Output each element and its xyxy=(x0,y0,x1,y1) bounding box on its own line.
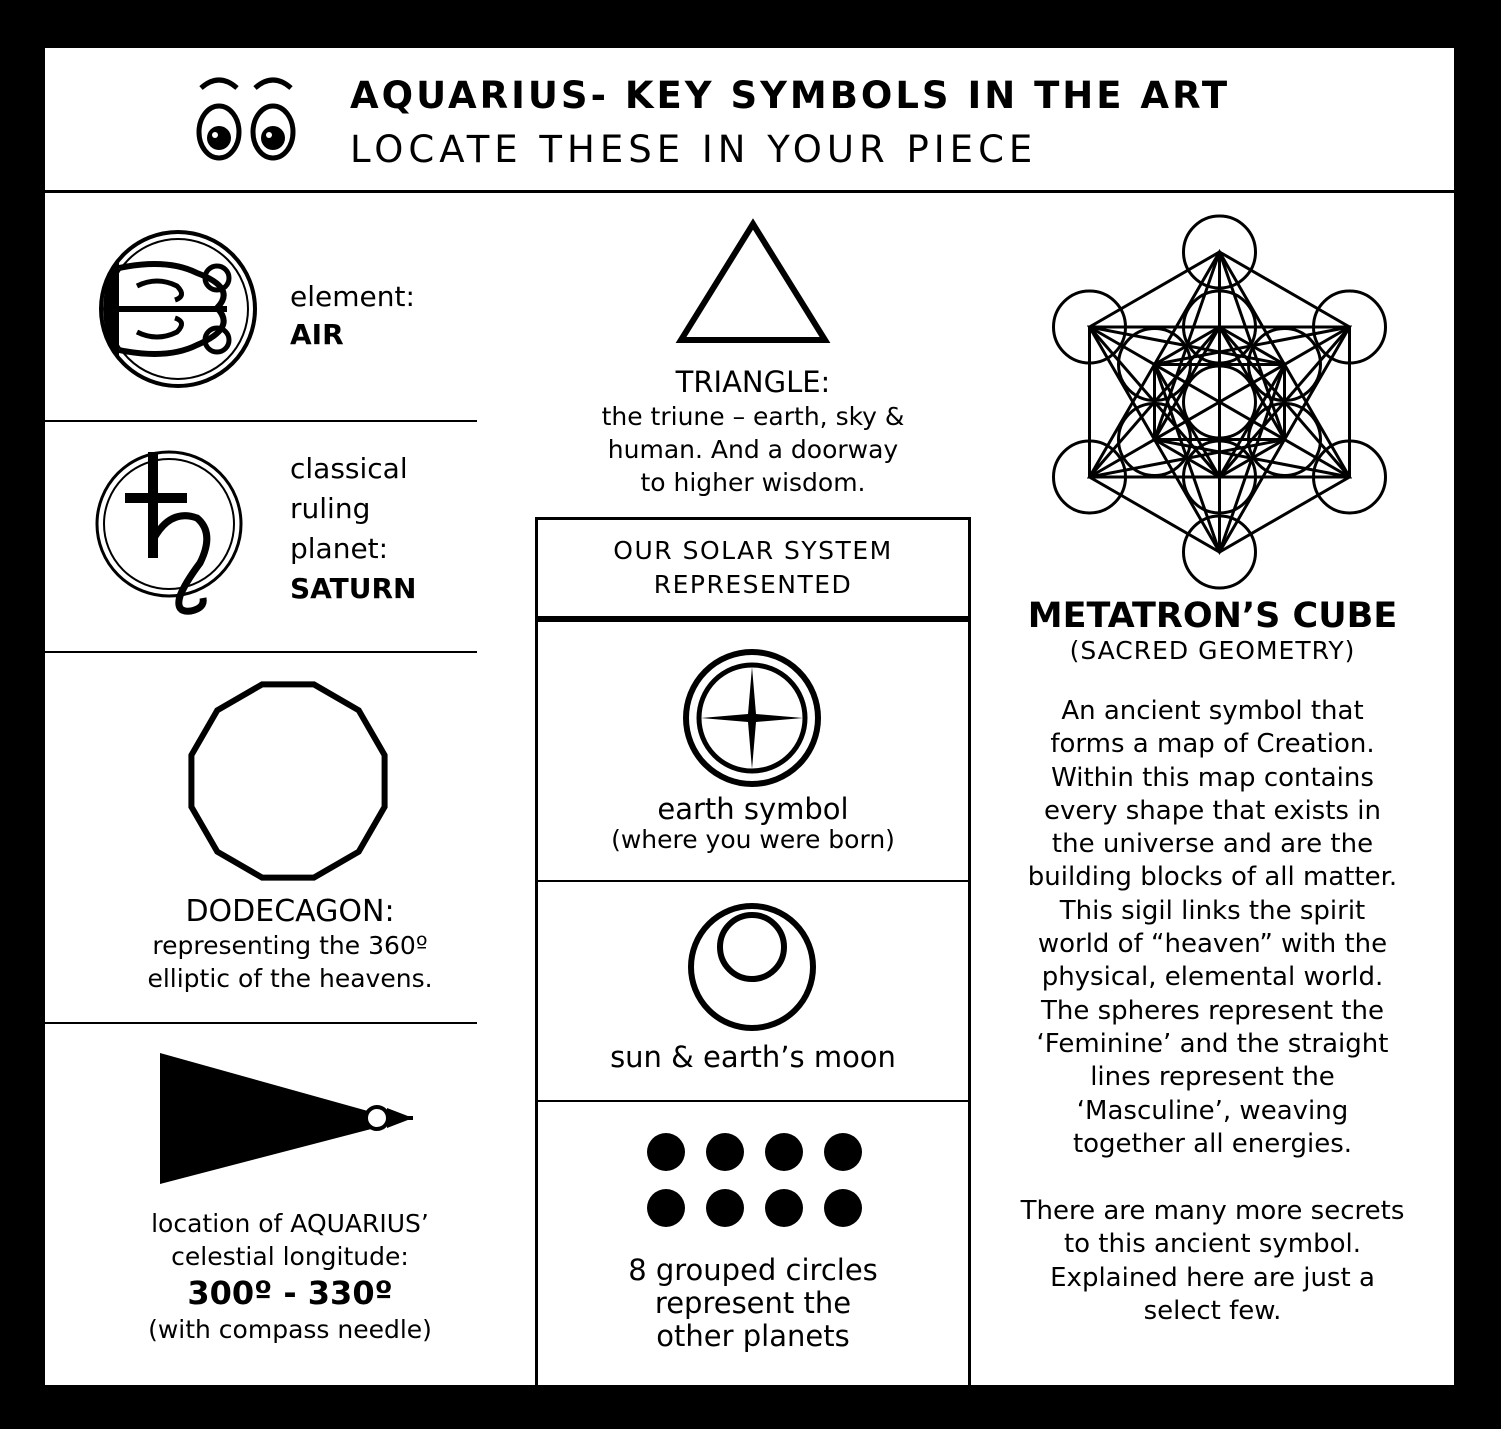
longitude-line1: location of AQUARIUS’ xyxy=(151,1209,429,1238)
solar-heading-line2: REPRESENTED xyxy=(653,570,853,599)
solar-box-top-border xyxy=(535,517,971,520)
triangle-line1: the triune – earth, sky & xyxy=(601,402,905,431)
metatron-body-line: The spheres represent the xyxy=(1041,995,1384,1026)
metatron-body-line: forms a map of Creation. xyxy=(1050,729,1375,760)
metatron-body-line: physical, elemental world. xyxy=(1041,962,1384,993)
planets-line3: other planets xyxy=(656,1319,850,1353)
metatron-description xyxy=(971,695,1454,1161)
triangle-icon xyxy=(675,216,835,346)
metatron-body-line: lines represent the xyxy=(1090,1062,1335,1093)
metatron-body-line: together all energies. xyxy=(1072,1128,1353,1159)
air-element-icon xyxy=(97,228,259,390)
longitude-value: 300º - 330º xyxy=(187,1274,393,1312)
planets-caption xyxy=(538,1254,968,1353)
metatron-body-line: ‘Feminine’ and the straight xyxy=(1036,1028,1389,1059)
solar-heading-divider xyxy=(538,616,968,622)
metatron-body-line: the universe and are the xyxy=(1051,829,1374,860)
dodecagon-icon xyxy=(182,675,394,887)
page-subtitle: LOCATE THESE IN YOUR PIECE xyxy=(350,128,1038,171)
metatron-footer-line: select few. xyxy=(1143,1295,1282,1326)
solar-divider-1 xyxy=(538,880,968,882)
metatron-body-line: building blocks of all matter. xyxy=(1027,862,1398,893)
metatron-body-line: every shape that exists in xyxy=(1044,795,1381,826)
sun-moon-icon xyxy=(685,900,819,1034)
planet-line3: planet: xyxy=(290,532,389,565)
triangle-line2: human. And a doorway xyxy=(607,435,899,464)
planet-line2: ruling xyxy=(290,492,371,525)
triangle-caption xyxy=(530,364,976,499)
solar-system-heading xyxy=(538,534,968,602)
longitude-note: (with compass needle) xyxy=(148,1315,432,1344)
eyes-icon xyxy=(193,70,303,165)
longitude-caption xyxy=(45,1207,535,1346)
dodecagon-line2: elliptic of the heavens. xyxy=(147,964,433,993)
planet-line1: classical xyxy=(290,452,408,485)
metatron-body-line: Within this map contains xyxy=(1051,762,1374,793)
earth-caption xyxy=(538,792,968,854)
metatron-body-line: ‘Masculine’, weaving xyxy=(1076,1095,1349,1126)
infographic-panel xyxy=(45,48,1454,1385)
metatron-footer xyxy=(971,1195,1454,1328)
metatron-heading xyxy=(971,596,1454,665)
eight-planets-icon xyxy=(645,1131,865,1229)
earth-symbol-icon xyxy=(681,647,823,789)
dodecagon-line1: representing the 360º xyxy=(152,931,428,960)
compass-needle-icon xyxy=(155,1048,420,1188)
page-title: AQUARIUS- KEY SYMBOLS IN THE ART xyxy=(350,74,1231,117)
triangle-line3: to higher wisdom. xyxy=(640,468,866,497)
earth-title: earth symbol xyxy=(657,792,849,826)
metatron-footer-line: There are many more secrets xyxy=(1020,1196,1405,1226)
earth-note: (where you were born) xyxy=(611,825,895,854)
left-divider-1 xyxy=(45,420,477,422)
element-value: AIR xyxy=(290,318,344,351)
dodecagon-caption xyxy=(45,894,535,995)
metatron-subtitle: (SACRED GEOMETRY) xyxy=(1069,636,1356,665)
left-divider-2 xyxy=(45,651,477,653)
triangle-title: TRIANGLE: xyxy=(675,365,831,399)
planets-line2: represent the xyxy=(654,1286,852,1320)
metatron-body-line: world of “heaven” with the xyxy=(1037,929,1388,960)
header-divider xyxy=(45,190,1454,193)
longitude-line2: celestial longitude: xyxy=(171,1242,409,1271)
solar-heading-line1: OUR SOLAR SYSTEM xyxy=(613,536,893,565)
dodecagon-title: DODECAGON: xyxy=(185,894,395,929)
planets-line1: 8 grouped circles xyxy=(628,1253,878,1287)
sun-moon-label: sun & earth’s moon xyxy=(610,1040,896,1074)
element-label: element: xyxy=(290,280,415,313)
metatron-body-line: An ancient symbol that xyxy=(1061,696,1364,726)
metatron-footer-line: Explained here are just a xyxy=(1050,1262,1375,1293)
metatron-title: METATRON’S CUBE xyxy=(1027,596,1398,636)
solar-divider-2 xyxy=(538,1100,968,1102)
metatrons-cube-icon xyxy=(1047,210,1392,595)
metatron-body-line: This sigil links the spirit xyxy=(1059,895,1366,926)
left-divider-3 xyxy=(45,1022,477,1024)
metatron-footer-line: to this ancient symbol. xyxy=(1063,1229,1362,1260)
saturn-icon xyxy=(95,448,245,618)
planet-value: SATURN xyxy=(290,572,417,605)
